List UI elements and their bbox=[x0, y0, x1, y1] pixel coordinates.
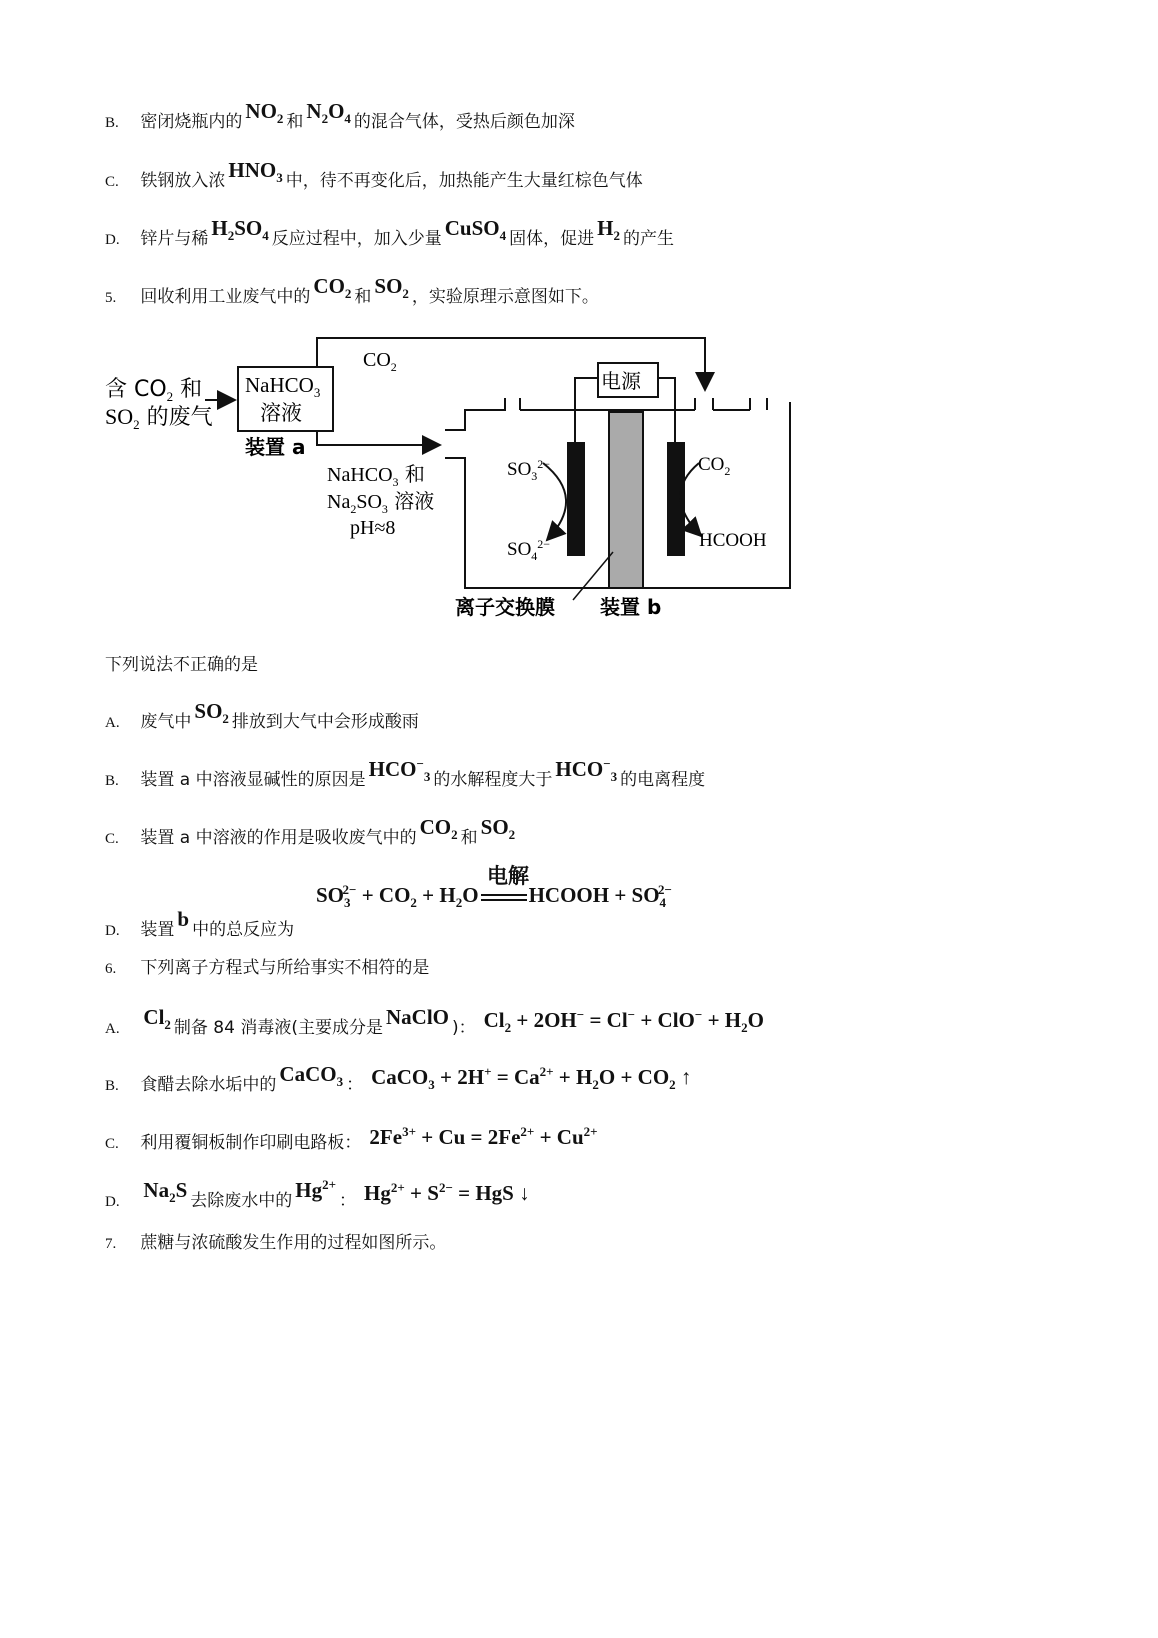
option-text: ： bbox=[346, 1075, 364, 1095]
cathode-electrode bbox=[667, 442, 685, 556]
option-text: 装置 a 中溶液的作用是吸收废气中的 bbox=[140, 828, 417, 848]
option-label: D. bbox=[105, 1194, 120, 1210]
option-d-line bbox=[105, 216, 674, 253]
power-label: 电源 bbox=[601, 369, 641, 393]
option-text: )： bbox=[451, 1018, 476, 1038]
formula-so2: $SO_2$ bbox=[374, 274, 409, 302]
option-text: 中的总反应为 bbox=[192, 920, 295, 940]
box-a-solution: 溶液 bbox=[260, 401, 302, 425]
option-text: 装置 a 中溶液显碱性的原因是 bbox=[140, 770, 366, 790]
formula-b: b bbox=[177, 907, 190, 931]
sulfate-label: $SO_4^{2-}$ bbox=[507, 537, 551, 563]
option-text: 锌片与稀 bbox=[140, 229, 209, 249]
device-a-label: 装置 a bbox=[245, 435, 306, 459]
ion-exchange-membrane bbox=[609, 412, 643, 588]
equation-b: CaCO$_3$ + $2H^+ = Ca^{2+} + H_2O + CO_2$ ↑ bbox=[371, 1064, 692, 1093]
formula-cl2: $Cl_2$ bbox=[143, 1005, 171, 1033]
formula-na2s: $Na_2S$ bbox=[143, 1178, 188, 1206]
option-text: 食醋去除水垢中的 bbox=[140, 1075, 277, 1095]
formula-hg2: $Hg^{2+}$ bbox=[295, 1177, 337, 1202]
question-5-line bbox=[105, 274, 599, 311]
option-text: 铁钢放入浓 bbox=[140, 171, 226, 191]
option-text: 固体，促进 bbox=[509, 229, 595, 249]
question-text: 和 bbox=[354, 287, 372, 307]
option-text: 去除废水中的 bbox=[190, 1191, 293, 1211]
option-text: 密闭烧瓶内的 bbox=[140, 112, 243, 132]
formula-co2: $CO_2$ bbox=[313, 274, 352, 302]
formula-h2: $H_2$ bbox=[597, 216, 620, 244]
formula-cuso4: CuSO$_4$ bbox=[444, 216, 507, 244]
box-a-label: NaHCO$_3$ bbox=[245, 373, 321, 400]
q5-option-a bbox=[105, 699, 419, 736]
sulfite-label: $SO_3^{2-}$ bbox=[507, 457, 551, 483]
option-label: B. bbox=[105, 115, 119, 131]
container-inlet bbox=[445, 398, 505, 430]
option-text: ： bbox=[339, 1191, 357, 1211]
q6-option-b bbox=[105, 1062, 692, 1099]
option-text: 的电离程度 bbox=[620, 770, 706, 790]
option-label: B. bbox=[105, 1078, 119, 1094]
formula-caco3: CaCO$_3$ bbox=[279, 1062, 344, 1090]
question-6-line bbox=[105, 953, 429, 978]
option-label: B. bbox=[105, 773, 119, 789]
formula-so2: $SO_2$ bbox=[194, 699, 229, 727]
option-text: 和 bbox=[460, 828, 478, 848]
hcooh-label: HCOOH bbox=[699, 530, 767, 551]
experiment-diagram bbox=[95, 330, 845, 640]
option-label: A. bbox=[105, 1021, 120, 1037]
inlet-label-2: $SO_2$ 的废气 bbox=[105, 404, 213, 432]
option-label: C. bbox=[105, 174, 119, 190]
q6-option-c bbox=[105, 1124, 598, 1154]
option-b-line bbox=[105, 99, 575, 136]
membrane-label: 离子交换膜 bbox=[455, 595, 555, 619]
flow-label-1: NaHCO$_3$ 和 bbox=[327, 462, 425, 489]
formula-h2so4: $H_2SO_4$ bbox=[211, 216, 269, 244]
option-text: 的水解程度大于 bbox=[433, 770, 553, 790]
option-text: 装置 bbox=[140, 920, 175, 940]
option-c-line bbox=[105, 158, 643, 195]
question-stem bbox=[105, 650, 258, 675]
membrane-pointer bbox=[573, 552, 613, 600]
question-number: 5. bbox=[105, 290, 117, 306]
question-7-line bbox=[105, 1228, 446, 1253]
option-text: 废气中 bbox=[140, 712, 192, 732]
formula-hco3: $HCO^-_3$ bbox=[555, 756, 618, 785]
inlet-label-1: 含 $CO_2$ 和 bbox=[105, 377, 203, 404]
co2-right-label: $CO_2$ bbox=[698, 454, 731, 478]
option-label: D. bbox=[105, 232, 120, 248]
equation-c: $2Fe^{3+} + Cu = 2Fe^{2+} + Cu^{2+}$ bbox=[369, 1124, 598, 1149]
formula-naclo: NaClO bbox=[385, 1005, 449, 1029]
option-text: 的混合气体，受热后颜色加深 bbox=[353, 112, 575, 132]
option-text: 排放到大气中会形成酸雨 bbox=[231, 712, 419, 732]
equation-d: $Hg^{2+} + S^{2-}$ = HgS ↓ bbox=[364, 1180, 530, 1205]
flow-label-2: $Na_2SO_3$ 溶液 bbox=[327, 489, 435, 516]
ph-label: pH≈8 bbox=[350, 517, 396, 539]
equation-a: $Cl_2 + 2OH^- = Cl^- + ClO^- + H_2O$ bbox=[483, 1007, 764, 1036]
option-text: 利用覆铜板制作印刷电路板： bbox=[140, 1133, 362, 1153]
question-text: ，实验原理示意图如下。 bbox=[411, 287, 599, 307]
oxidation-arrow bbox=[543, 463, 566, 540]
q5-option-c bbox=[105, 815, 518, 852]
co2-top-label: $CO_2$ bbox=[363, 349, 397, 374]
option-text: 中，待不再变化后，加热能产生大量红棕色气体 bbox=[285, 171, 643, 191]
electrolysis-condition: 电解 bbox=[487, 864, 529, 888]
anode-electrode bbox=[567, 442, 585, 556]
option-text: 制备 84 消毒液(主要成分是 bbox=[173, 1018, 383, 1038]
option-label: C. bbox=[105, 1136, 119, 1152]
equals-sign bbox=[481, 894, 527, 901]
formula-hco3: $HCO^-_3$ bbox=[368, 756, 431, 785]
option-label: D. bbox=[105, 923, 120, 939]
q5-option-d bbox=[105, 907, 295, 941]
q5-option-b bbox=[105, 756, 706, 794]
question-text: 下列离子方程式与所给事实不相符的是 bbox=[140, 958, 430, 978]
option-text: 和 bbox=[286, 112, 304, 132]
stem-text: 下列说法不正确的是 bbox=[105, 655, 258, 675]
option-label: C. bbox=[105, 831, 119, 847]
formula-n2o4: $N_2O_4$ bbox=[306, 99, 351, 127]
formula-hno3: $HNO_3$ bbox=[228, 158, 283, 186]
option-text: 的产生 bbox=[622, 229, 674, 249]
question-number: 6. bbox=[105, 961, 117, 977]
electrolysis-equation: 电解 $SO_3^{2-} + CO_2 + H_2O$ HCOOH + $SO_4^{2-}$ bbox=[316, 882, 672, 911]
formula-co2: $CO_2$ bbox=[419, 815, 458, 843]
formula-no2: $NO_2$ bbox=[245, 99, 284, 127]
flow-pipe bbox=[317, 431, 440, 445]
option-text: 反应过程中，加入少量 bbox=[271, 229, 442, 249]
q6-option-d bbox=[105, 1177, 530, 1215]
q6-option-a bbox=[105, 1005, 764, 1042]
question-text: 回收利用工业废气中的 bbox=[140, 287, 311, 307]
question-text: 蔗糖与浓硫酸发生作用的过程如图所示。 bbox=[140, 1233, 447, 1253]
device-b-label: 装置 b bbox=[600, 595, 662, 619]
question-number: 7. bbox=[105, 1236, 117, 1252]
option-label: A. bbox=[105, 715, 120, 731]
formula-so2: $SO_2$ bbox=[480, 815, 516, 843]
